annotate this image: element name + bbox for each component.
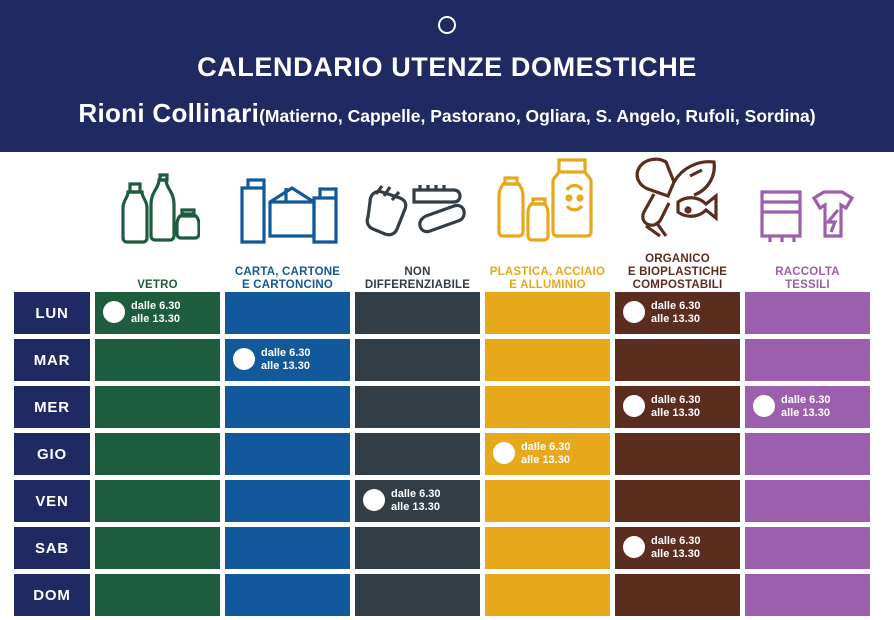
day-label-ven: VEN — [14, 480, 90, 522]
column-header-tessili — [745, 152, 870, 292]
column-label-indiff: NON DIFFERENZIABILE — [364, 266, 471, 291]
plastic-bottles-icon — [485, 160, 610, 246]
day-label-mar: MAR — [14, 339, 90, 381]
cell-ven-plastica — [485, 480, 610, 522]
column-label-vetro: VETRO — [137, 279, 178, 291]
day-label-mer: MER — [14, 386, 90, 428]
day-label-gio: GIO — [14, 433, 90, 475]
cell-sab-carta — [225, 527, 350, 569]
cell-sab-tessili — [745, 527, 870, 569]
paper-box-icon — [225, 160, 350, 246]
cell-dom-vetro — [95, 574, 220, 616]
glass-bottles-icon — [95, 160, 220, 246]
cell-mar-indiff — [355, 339, 480, 381]
cell-lun-tessili — [745, 292, 870, 334]
cell-lun-indiff — [355, 292, 480, 334]
cell-mer-plastica — [485, 386, 610, 428]
pickup-time: dalle 6.30 alle 13.30 — [391, 488, 441, 513]
column-header-vetro — [95, 152, 220, 292]
cell-ven-organico — [615, 480, 740, 522]
cell-mer-vetro — [95, 386, 220, 428]
day-label-dom: DOM — [14, 574, 90, 616]
cell-mer-carta — [225, 386, 350, 428]
cell-mar-tessili — [745, 339, 870, 381]
cell-dom-tessili — [745, 574, 870, 616]
pickup-time: dalle 6.30 alle 13.30 — [781, 394, 831, 419]
cell-dom-plastica — [485, 574, 610, 616]
cell-ven-indiff — [355, 480, 480, 522]
pickup-time: dalle 6.30 alle 13.30 — [651, 394, 701, 419]
cell-mer-indiff — [355, 386, 480, 428]
cell-gio-tessili — [745, 433, 870, 475]
cell-mar-vetro — [95, 339, 220, 381]
cell-gio-vetro — [95, 433, 220, 475]
cell-mer-organico — [615, 386, 740, 428]
pickup-dot-icon — [493, 442, 515, 464]
cell-mer-tessili — [745, 386, 870, 428]
cell-mar-carta — [225, 339, 350, 381]
column-label-organico: ORGANICO E BIOPLASTICHE COMPOSTABILI — [627, 253, 728, 291]
pickup-dot-icon — [233, 348, 255, 370]
column-header-organico — [615, 152, 740, 292]
pickup-dot-icon — [623, 536, 645, 558]
apple-core-fishbone-icon — [615, 160, 740, 246]
area-name: Rioni Collinari — [78, 98, 260, 128]
pickup-dot-icon — [623, 395, 645, 417]
cell-ven-tessili — [745, 480, 870, 522]
pickup-time: dalle 6.30 alle 13.30 — [521, 441, 571, 466]
cell-lun-plastica — [485, 292, 610, 334]
pickup-time: dalle 6.30 alle 13.30 — [261, 347, 311, 372]
folded-clothes-icon — [745, 160, 870, 246]
cell-lun-carta — [225, 292, 350, 334]
cell-gio-organico — [615, 433, 740, 475]
column-header-plastica — [485, 152, 610, 292]
column-label-carta: CARTA, CARTONE E CARTONCINO — [234, 266, 341, 291]
gloves-toothbrush-icon — [355, 160, 480, 246]
column-header-carta — [225, 152, 350, 292]
column-label-plastica: PLASTICA, ACCIAIO E ALLUMINIO — [489, 266, 606, 291]
area-detail: (Matierno, Cappelle, Pastorano, Ogliara, S. Angelo, Rufoli, Sordina) — [259, 106, 816, 126]
header-subtitle — [0, 98, 894, 129]
pickup-time: dalle 6.30 alle 13.30 — [651, 300, 701, 325]
cell-gio-indiff — [355, 433, 480, 475]
cell-dom-carta — [225, 574, 350, 616]
pickup-time: dalle 6.30 alle 13.30 — [131, 300, 181, 325]
cell-mar-organico — [615, 339, 740, 381]
cell-lun-organico — [615, 292, 740, 334]
pickup-time: dalle 6.30 alle 13.30 — [651, 535, 701, 560]
pickup-dot-icon — [103, 301, 125, 323]
column-header-indiff — [355, 152, 480, 292]
cell-dom-indiff — [355, 574, 480, 616]
column-label-tessili: RACCOLTA TESSILI — [775, 266, 840, 291]
page-title: CALENDARIO UTENZE DOMESTICHE — [197, 52, 697, 82]
cell-sab-indiff — [355, 527, 480, 569]
cell-mar-plastica — [485, 339, 610, 381]
cell-gio-plastica — [485, 433, 610, 475]
cell-dom-organico — [615, 574, 740, 616]
cell-lun-vetro — [95, 292, 220, 334]
cell-gio-carta — [225, 433, 350, 475]
pickup-dot-icon — [623, 301, 645, 323]
cell-ven-vetro — [95, 480, 220, 522]
day-label-sab: SAB — [14, 527, 90, 569]
cell-sab-organico — [615, 527, 740, 569]
pickup-dot-icon — [363, 489, 385, 511]
cell-sab-plastica — [485, 527, 610, 569]
pickup-dot-icon — [753, 395, 775, 417]
page-header — [0, 0, 894, 152]
cell-ven-carta — [225, 480, 350, 522]
circle-icon — [438, 16, 456, 34]
cell-sab-vetro — [95, 527, 220, 569]
day-label-lun: LUN — [14, 292, 90, 334]
